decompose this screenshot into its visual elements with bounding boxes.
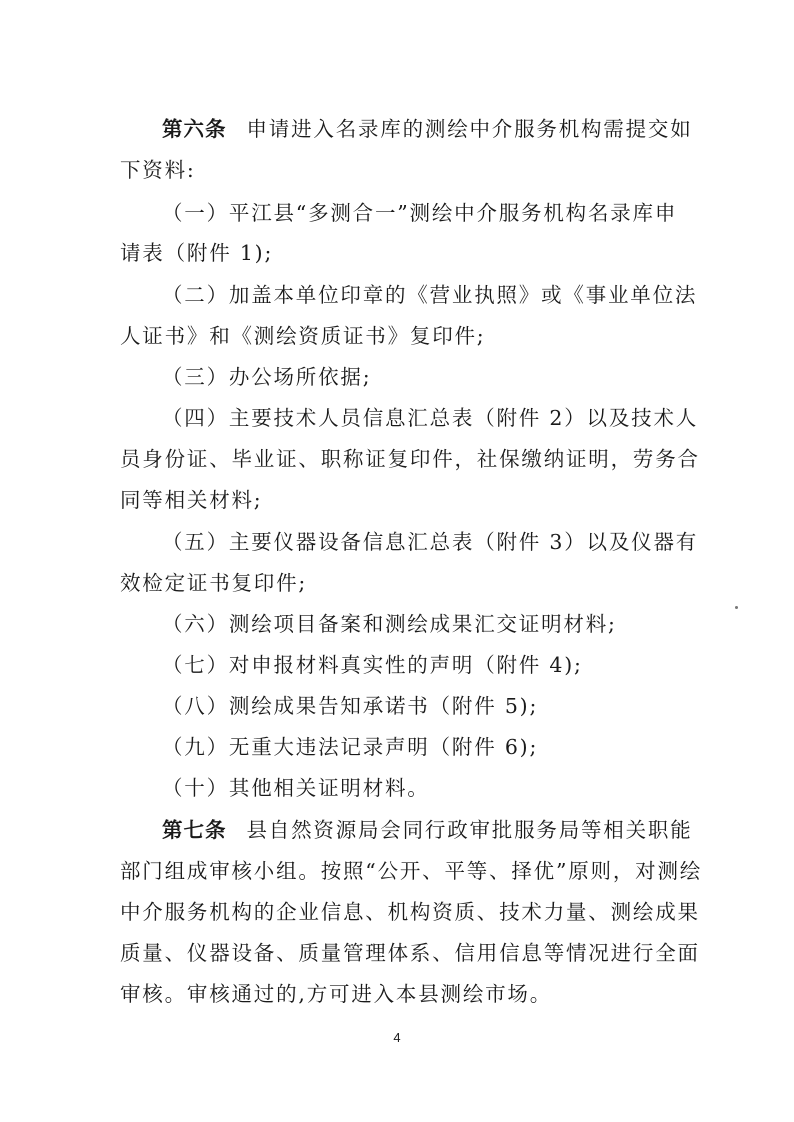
article6-text-1: 申请进入名录库的测绘中介服务机构需提交如	[246, 117, 693, 141]
article7-heading: 第七条	[162, 818, 227, 842]
article7-line5: 审核。审核通过的,方可进入本县测绘市场。	[120, 982, 553, 1006]
item-4-line3: 同等相关材料;	[120, 488, 263, 512]
item-7-line1: （七）对申报材料真实性的声明（附件 4);	[162, 653, 583, 677]
page-number: 4	[393, 1030, 401, 1045]
article7-text-1: 县自然资源局会同行政审批服务局等相关职能	[246, 818, 693, 842]
article6-line1	[162, 116, 732, 142]
item-1-line2: 请表（附件 1);	[120, 241, 274, 265]
article6-heading: 第六条	[162, 117, 227, 141]
item-5-line1: （五）主要仪器设备信息汇总表（附件 3）以及仪器有	[162, 530, 699, 554]
article7-line3: 中介服务机构的企业信息、机构资质、技术力量、测绘成果	[120, 900, 700, 924]
article7-line2: 部门组成审核小组。按照“公开、平等、择优”原则，对测绘	[120, 859, 703, 883]
item-4-line2: 员身份证、毕业证、职称证复印件，社保缴纳证明，劳务合	[120, 447, 700, 471]
scan-speck	[735, 606, 738, 609]
item-8-line1: （八）测绘成果告知承诺书（附件 5);	[162, 694, 539, 718]
item-1-line1: （一）平江县“多测合一”测绘中介服务机构名录库申	[162, 201, 678, 225]
article6-line2: 下资料:	[120, 158, 196, 182]
item-9-line1: （九）无重大违法记录声明（附件 6);	[162, 735, 539, 759]
item-2-line2: 人证书》和《测绘资质证书》复印件;	[120, 324, 486, 348]
item-3-line1: （三）办公场所依据;	[162, 365, 372, 389]
item-2-line1: （二）加盖本单位印章的《营业执照》或《事业单位法	[162, 283, 698, 307]
item-4-line1: （四）主要技术人员信息汇总表（附件 2）以及技术人	[162, 406, 699, 430]
article7-line1	[162, 817, 732, 843]
item-10-line1: （十）其他相关证明材料。	[162, 776, 430, 800]
item-6-line1: （六）测绘项目备案和测绘成果汇交证明材料;	[162, 612, 617, 636]
item-5-line2: 效检定证书复印件;	[120, 571, 308, 595]
article7-line4: 质量、仪器设备、质量管理体系、信用信息等情况进行全面	[120, 941, 700, 965]
